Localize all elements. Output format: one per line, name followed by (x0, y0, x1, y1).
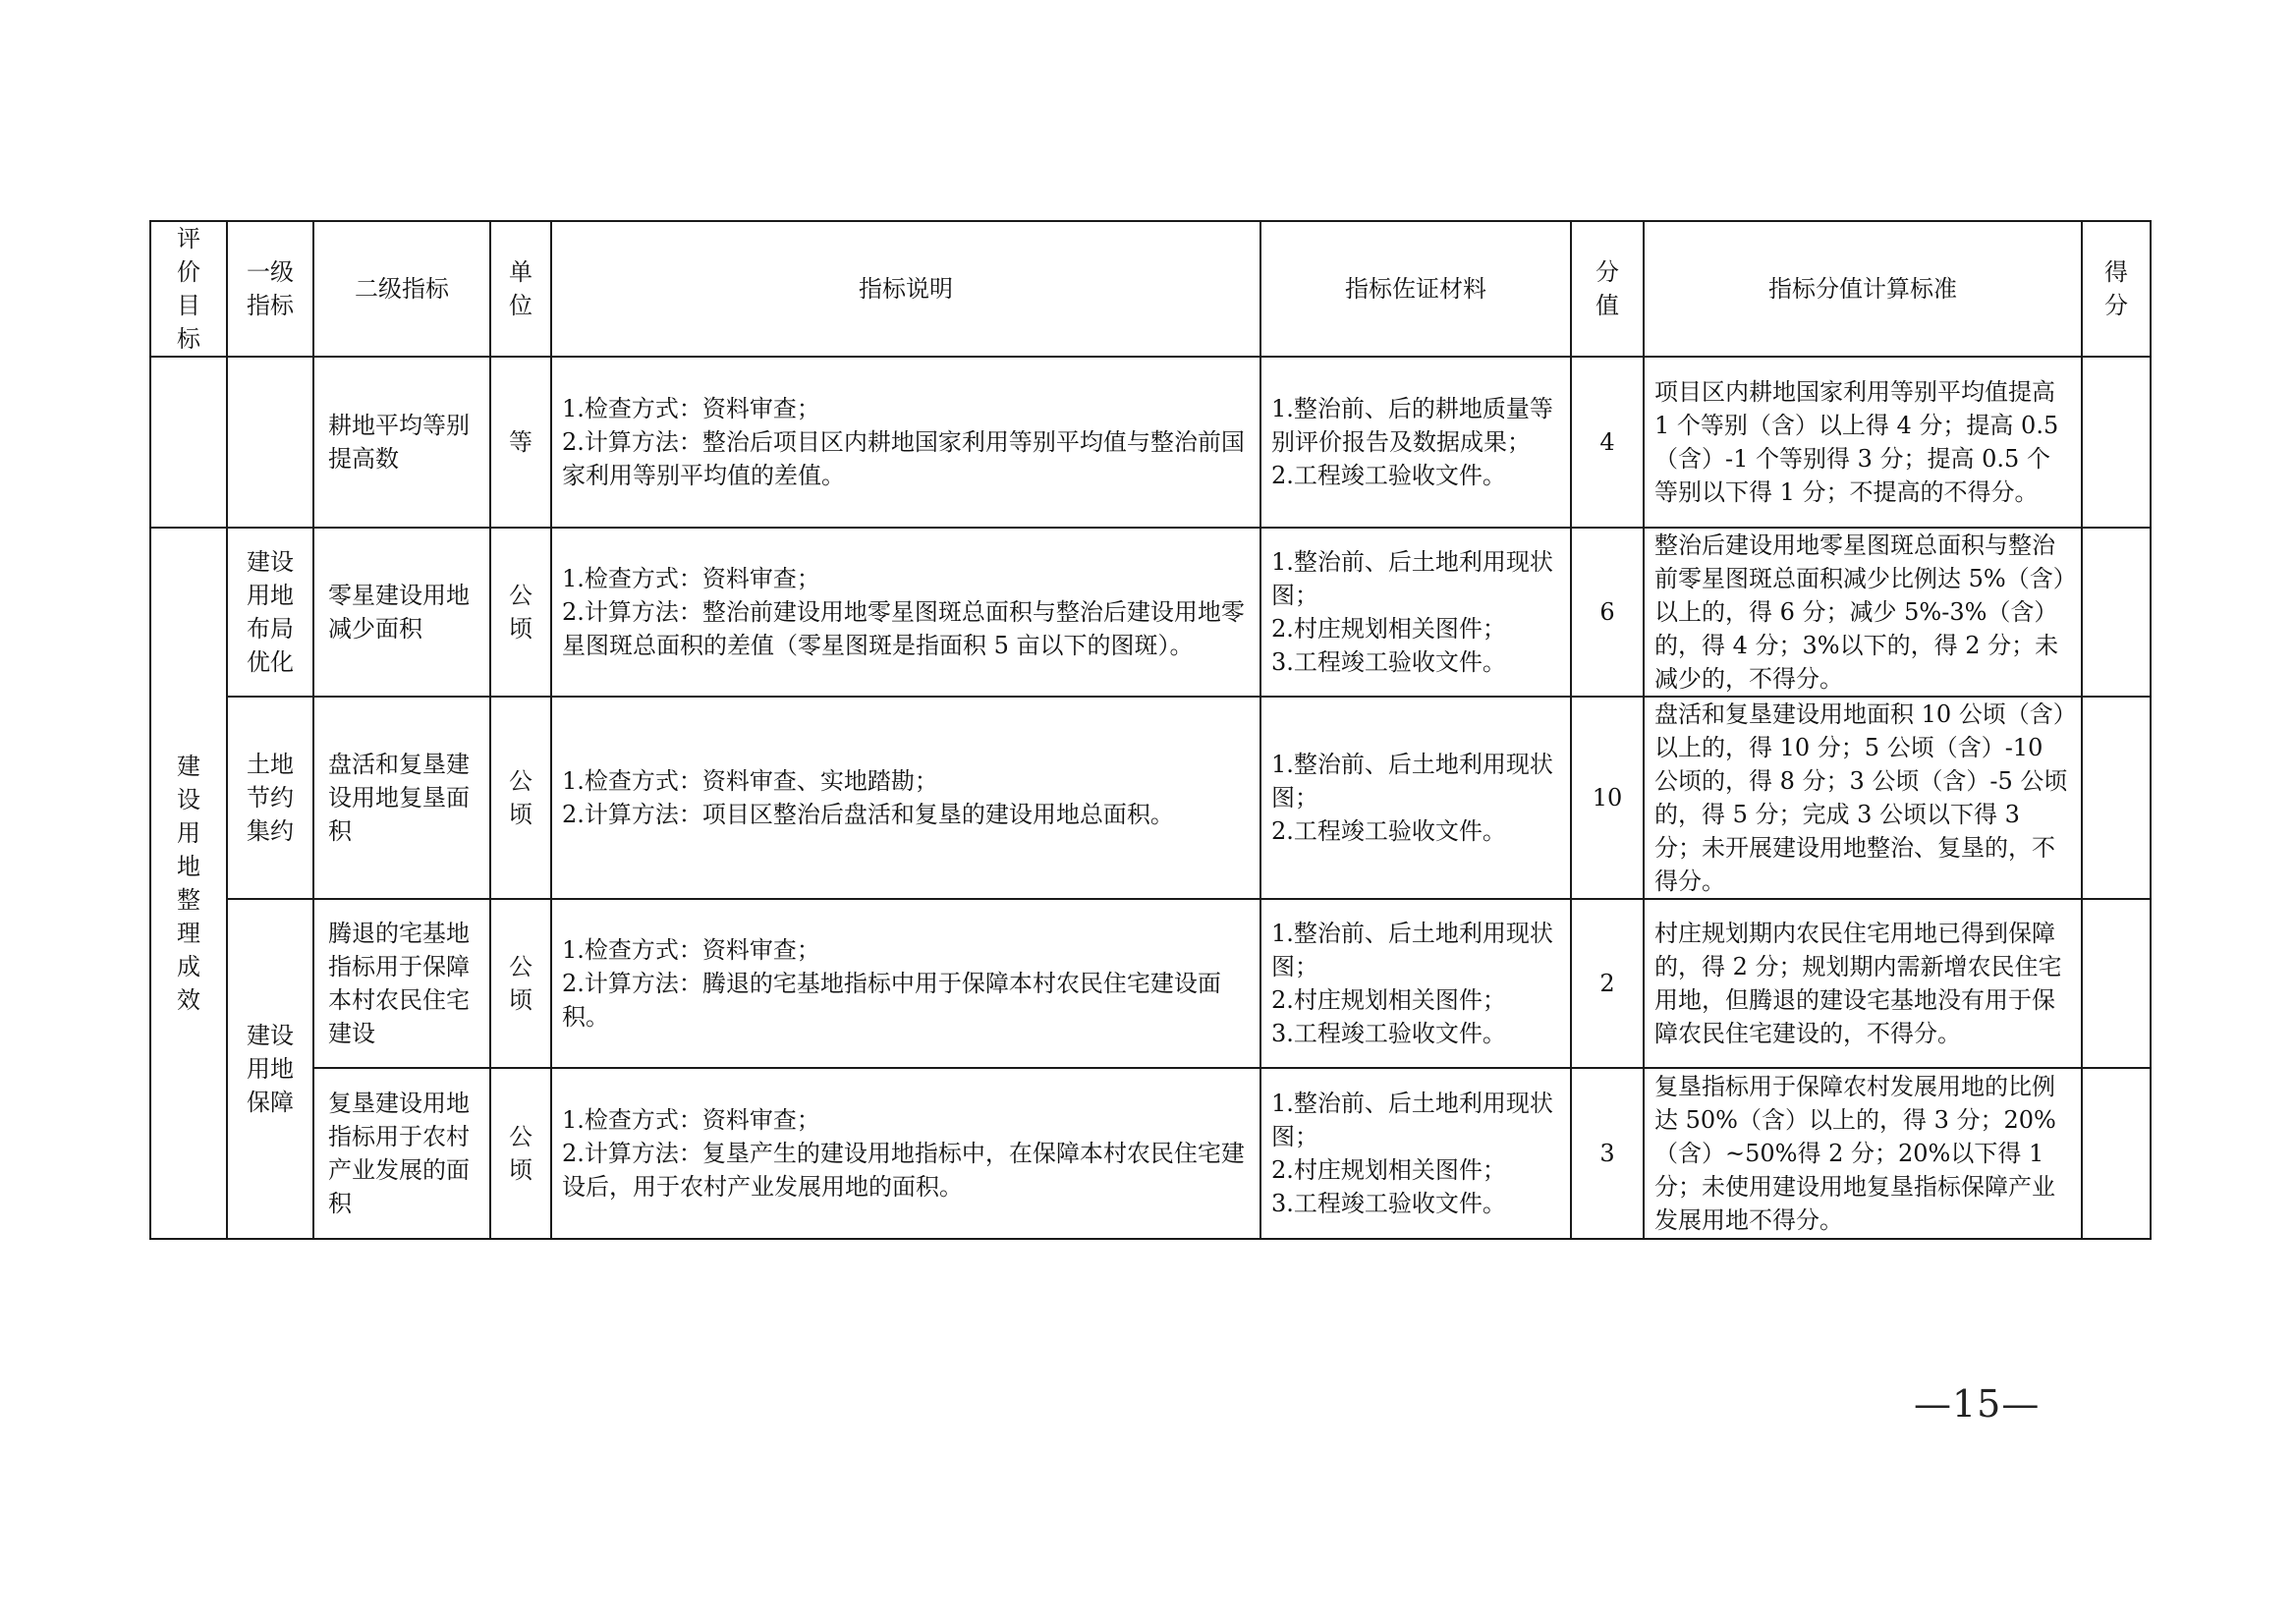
header-row (150, 221, 2151, 357)
level2-cell: 复垦建设用地指标用于农村产业发展的面积 (313, 1068, 490, 1239)
evidence-line: 1.整治前、后土地利用现状图； (1271, 751, 1553, 812)
description-line: 1.检查方式：资料审查、实地踏勘； (562, 767, 938, 795)
standard-cell: 盘活和复垦建设用地面积 10 公顷（含）以上的，得 10 分；5 公顷（含）-10 公顷的，得 8 分；3 公顷（含）-5 公顷的，得 5 分；完成 3 公顷以下得 3 分；未开展建设用地整治、复垦的，不得分。 (1644, 697, 2082, 899)
description-line: 2.计算方法：腾退的宅基地指标中用于保障本村农民住宅建设面积。 (562, 970, 1221, 1031)
standard-cell: 复垦指标用于保障农村发展用地的比例达 50%（含）以上的，得 3 分；20%（含）~50%得 2 分；20%以下得 1 分；未使用建设用地复垦指标保障产业发展用地不得分。 (1644, 1068, 2082, 1239)
level2-cell: 零星建设用地减少面积 (313, 528, 490, 697)
standard-cell: 村庄规划期内农民住宅用地已得到保障的，得 2 分；规划期内需新增农民住宅用地，但腾退的建设宅基地没有用于保障农民住宅建设的，不得分。 (1644, 899, 2082, 1068)
table-row (150, 528, 2151, 697)
header-description: 指标说明 (551, 221, 1260, 357)
table-row (150, 1068, 2151, 1239)
description-cell (551, 899, 1260, 1068)
header-unit: 单位 (490, 221, 551, 357)
header-result: 得分 (2082, 221, 2151, 357)
standard-cell: 整治后建设用地零星图斑总面积与整治前零星图斑总面积减少比例达 5%（含）以上的，得 6 分；减少 5%-3%（含）的，得 4 分；3%以下的，得 2 分；未减少的，不得分。 (1644, 528, 2082, 697)
standard-cell: 项目区内耕地国家利用等别平均值提高 1 个等别（含）以上得 4 分；提高 0.5（含）-1 个等别得 3 分；提高 0.5 个等别以下得 1 分；不提高的不得分。 (1644, 357, 2082, 528)
evidence-line: 3.工程竣工验收文件。 (1271, 648, 1506, 676)
table-row (150, 697, 2151, 899)
evidence-line: 1.整治前、后土地利用现状图； (1271, 548, 1553, 609)
evidence-line: 1.整治前、后的耕地质量等别评价报告及数据成果； (1271, 395, 1553, 456)
level1-cell: 土地节约集约 (227, 697, 313, 899)
level1-cell: 建设用地保障 (227, 899, 313, 1239)
unit-cell: 公顷 (490, 528, 551, 697)
evidence-cell (1260, 357, 1571, 528)
result-cell (2082, 528, 2151, 697)
header-evidence: 指标佐证材料 (1260, 221, 1571, 357)
header-standard: 指标分值计算标准 (1644, 221, 2082, 357)
description-cell (551, 697, 1260, 899)
evidence-line: 3.工程竣工验收文件。 (1271, 1190, 1506, 1217)
score-cell: 4 (1571, 357, 1644, 528)
evidence-line: 1.整治前、后土地利用现状图； (1271, 1090, 1553, 1150)
level2-cell: 盘活和复垦建设用地复垦面积 (313, 697, 490, 899)
level2-cell: 腾退的宅基地指标用于保障本村农民住宅建设 (313, 899, 490, 1068)
header-level1: 一级指标 (227, 221, 313, 357)
score-cell: 10 (1571, 697, 1644, 899)
evaluation-table (149, 220, 2152, 1240)
eval-goal-cell: 建设用地整理成效 (150, 528, 227, 1239)
description-line: 1.检查方式：资料审查； (562, 1106, 820, 1134)
evidence-cell (1260, 528, 1571, 697)
score-cell: 2 (1571, 899, 1644, 1068)
header-eval-goal: 评价目标 (150, 221, 227, 357)
evidence-line: 2.工程竣工验收文件。 (1271, 462, 1506, 489)
evidence-cell (1260, 697, 1571, 899)
unit-cell: 公顷 (490, 697, 551, 899)
description-line: 2.计算方法：项目区整治后盘活和复垦的建设用地总面积。 (562, 801, 1174, 828)
header-score: 分值 (1571, 221, 1644, 357)
table-row (150, 899, 2151, 1068)
level2-cell: 耕地平均等别提高数 (313, 357, 490, 528)
level1-cell (227, 357, 313, 528)
result-cell (2082, 1068, 2151, 1239)
evidence-line: 2.村庄规划相关图件； (1271, 986, 1506, 1014)
level1-cell: 建设用地布局优化 (227, 528, 313, 697)
header-level2: 二级指标 (313, 221, 490, 357)
result-cell (2082, 697, 2151, 899)
result-cell (2082, 357, 2151, 528)
description-line: 1.检查方式：资料审查； (562, 936, 820, 964)
evidence-cell (1260, 899, 1571, 1068)
score-cell: 6 (1571, 528, 1644, 697)
unit-cell: 等 (490, 357, 551, 528)
evidence-line: 2.村庄规划相关图件； (1271, 615, 1506, 643)
description-line: 2.计算方法：整治后项目区内耕地国家利用等别平均值与整治前国家利用等别平均值的差值。 (562, 428, 1245, 489)
unit-cell: 公顷 (490, 899, 551, 1068)
description-line: 2.计算方法：复垦产生的建设用地指标中，在保障本村农民住宅建设后，用于农村产业发展用地的面积。 (562, 1140, 1245, 1201)
description-line: 1.检查方式：资料审查； (562, 565, 820, 592)
description-cell (551, 357, 1260, 528)
description-cell (551, 528, 1260, 697)
unit-cell: 公顷 (490, 1068, 551, 1239)
description-cell (551, 1068, 1260, 1239)
table-row (150, 357, 2151, 528)
evidence-line: 2.村庄规划相关图件； (1271, 1156, 1506, 1184)
description-line: 2.计算方法：整治前建设用地零星图斑总面积与整治后建设用地零星图斑总面积的差值（零星图斑是指面积 5 亩以下的图斑）。 (562, 598, 1245, 659)
description-line: 1.检查方式：资料审查； (562, 395, 820, 422)
page-number: —15— (1914, 1382, 2041, 1426)
eval-goal-cell-empty (150, 357, 227, 528)
evidence-line: 1.整治前、后土地利用现状图； (1271, 920, 1553, 980)
score-cell: 3 (1571, 1068, 1644, 1239)
evidence-cell (1260, 1068, 1571, 1239)
evidence-line: 2.工程竣工验收文件。 (1271, 817, 1506, 845)
evidence-line: 3.工程竣工验收文件。 (1271, 1020, 1506, 1047)
result-cell (2082, 899, 2151, 1068)
